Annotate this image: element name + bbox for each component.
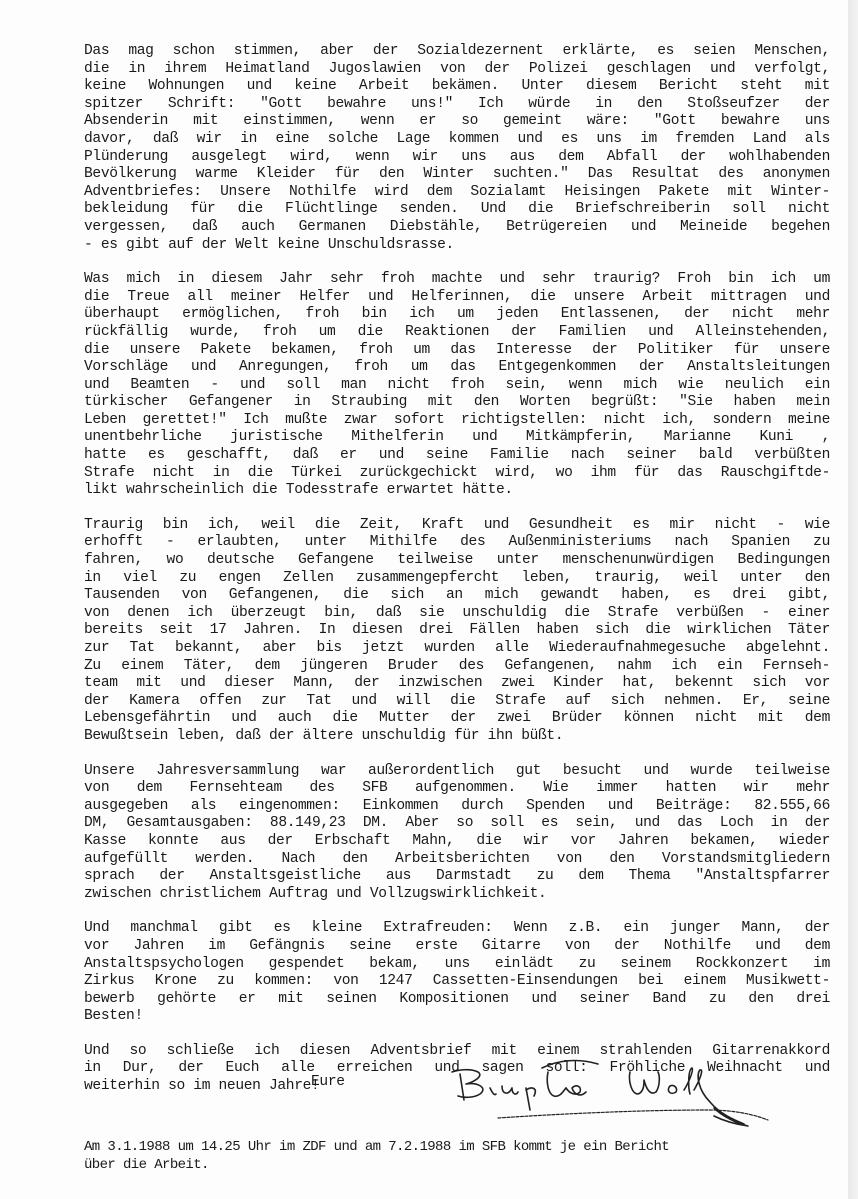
text-line: weiterhin so im neuen Jahre! bbox=[84, 1078, 320, 1095]
text-line: überhaupt ermöglichen, froh bin ich um jeden Entlassenen, der nicht mehr bbox=[84, 306, 830, 323]
text-line: fahren, wo deutsche Gefangene teilweise unter menschenunwürdigen Bedingungen bbox=[84, 552, 830, 569]
text-line: bewerb gehörte er mit seinen Kompositionen und seiner Band zu den drei bbox=[84, 990, 830, 1007]
text-line: die unsere Pakete bekamen, froh um das Interesse der Politiker für unsere bbox=[84, 341, 830, 358]
text-line: von denen ich überzeugt bin, daß sie unschuldig die Strafe verbüßen - einer bbox=[84, 604, 830, 621]
broadcast-footnote bbox=[84, 1139, 784, 1174]
text-line: rückfällig wurde, froh um die Reaktionen der Familien und Alleinstehenden, bbox=[84, 323, 830, 340]
closing-salutation: Eure bbox=[311, 1074, 345, 1090]
text-line: ausgegeben als eingenommen: Einkommen durch Spenden und Beiträge: 82.555,66 bbox=[84, 797, 830, 814]
text-line: aufgefüllt werden. Nach den Arbeitsberichten von den Vorstandsmitgliedern bbox=[84, 850, 830, 867]
text-line: Kasse konnte aus der Erbschaft Mahn, die wir vor Jahren bekamen, wieder bbox=[84, 832, 830, 849]
text-line: vergessen, daß auch Germanen Diebstähle, Betrügereien und Meineide begehen bbox=[84, 218, 830, 235]
text-line: die in ihrem Heimatland Jugoslawien von der Polizei geschlagen und verfolgt, bbox=[84, 60, 830, 77]
text-line: likt wahrscheinlich die Todesstrafe erwartet hätte. bbox=[84, 482, 513, 499]
text-line: Plünderung ausgelegt wird, wenn wir uns aus dem Abfall der wohlhabenden bbox=[84, 148, 830, 165]
text-line: Was mich in diesem Jahr sehr froh machte und sehr traurig? Froh bin ich um bbox=[84, 271, 830, 288]
text-line: Strafe nicht in die Türkei zurückgechickt wird, wo ihm für das Rauschgiftde- bbox=[84, 464, 830, 481]
text-line: Adventbriefes: Unsere Nothilfe wird dem Sozialamt Heisingen Pakete mit Winter- bbox=[84, 183, 830, 200]
text-line: Bevölkerung warme Kleider für den Winter suchten." Das Resultat des anonymen bbox=[84, 166, 830, 183]
text-line: türkischer Gefangener in Straubing mit den Worten begrüßt: "Sie haben mein bbox=[84, 394, 830, 411]
text-line: Lebensgefährtin und auch die Mutter der zwei Brüder können nicht mit dem bbox=[84, 710, 830, 727]
paragraph-extra-joys bbox=[84, 920, 830, 1026]
paragraph-annual-meeting bbox=[84, 763, 830, 904]
text-line: hatte es geschafft, daß er und seine Familie nach seiner bald verbüßten bbox=[84, 447, 830, 464]
text-line: Anstaltspsychologen gespendet bekam, uns einlädt zu seinem Rockkonzert im bbox=[84, 955, 830, 972]
text-line: Bewußtsein leben, daß der ältere unschuldig für ihn büßt. bbox=[84, 727, 564, 744]
text-line: Zu einem Täter, dem jüngeren Bruder des Gefangenen, nahm ich ein Fernseh- bbox=[84, 657, 830, 674]
paragraph-joys bbox=[84, 271, 830, 500]
text-line: spitzer Schrift: "Gott bewahre uns!" Ich würde in den Stoßseufzer der bbox=[84, 95, 830, 112]
text-line: DM, Gesamtausgaben: 88.149,23 DM. Aber so soll es sein, und das Loch in der bbox=[84, 815, 830, 832]
text-line: von dem Fernsehteam des SFB aufgenommen. Wie immer hatten wir mehr bbox=[84, 780, 830, 797]
text-line: und Beamten - und soll man nicht froh sein, wenn mich wie neulich ein bbox=[84, 376, 830, 393]
paragraph-sorrows bbox=[84, 517, 830, 746]
text-line: Traurig bin ich, weil die Zeit, Kraft und Gesundheit es mir nicht - wie bbox=[84, 516, 830, 533]
text-line: in Dur, der Euch alle erreichen und sagen soll: Fröhliche Weihnacht und bbox=[84, 1060, 830, 1077]
text-line: - es gibt auf der Welt keine Unschuldsrasse. bbox=[84, 236, 454, 253]
footnote-line: über die Arbeit. bbox=[84, 1156, 209, 1173]
text-line: Besten! bbox=[84, 1008, 143, 1025]
text-line: Vorschläge und Anregungen, froh um das Entgegenkommen der Anstaltsleitungen bbox=[84, 359, 830, 376]
handwritten-signature bbox=[438, 1058, 778, 1138]
text-line: zwischen christlichem Auftrag und Vollzugswirklichkeit. bbox=[84, 885, 547, 902]
text-line: Leben gerettet!" Ich mußte zwar sofort richtigstellen: nicht ich, sondern meine bbox=[84, 411, 830, 428]
text-line: davor, daß wir in eine solche Lage kommen und es uns im fremden Land als bbox=[84, 130, 830, 147]
text-line: in viel zu engen Zellen zusammengepfercht leben, traurig, weil unter den bbox=[84, 569, 830, 586]
text-line: vor Jahren im Gefängnis seine erste Gitarre von der Nothilfe und dem bbox=[84, 937, 830, 954]
text-line: Zirkus Krone zu kommen: von 1247 Cassetten-Einsendungen bei einem Musikwett- bbox=[84, 973, 830, 990]
text-line: erhofft - erlaubten, unter Mithilfe des Außenministeriums nach Spanien zu bbox=[84, 534, 830, 551]
letter-body bbox=[84, 43, 830, 1113]
text-line: Absenderin mit einstimmen, wenn er so gemeint wäre: "Gott bewahre uns bbox=[84, 113, 830, 130]
text-line: Und so schließe ich diesen Adventsbrief mit einem strahlenden Gitarrenakkord bbox=[84, 1042, 830, 1059]
text-line: bekleidung für die Flüchtlinge senden. Und die Briefschreiberin soll nicht bbox=[84, 201, 830, 218]
text-line: keine Wohnungen und keine Arbeit bekämen. Unter diesem Bericht steht mit bbox=[84, 78, 830, 95]
text-line: Unsere Jahresversammlung war außerordentlich gut besucht und wurde teilweise bbox=[84, 762, 830, 779]
text-line: sprach der Anstaltsgeistliche aus Darmstadt zu dem Thema "Anstaltspfarrer bbox=[84, 868, 830, 885]
text-line: der Kamera offen zur Tat und will die Strafe auf sich nehmen. Er, seine bbox=[84, 692, 830, 709]
text-line: Und manchmal gibt es kleine Extrafreuden: Wenn z.B. ein junger Mann, der bbox=[84, 920, 830, 937]
scan-edge bbox=[848, 0, 858, 1199]
text-line: bereits seit 17 Jahren. In diesen drei Fällen haben sich die wirklichen Täter bbox=[84, 622, 830, 639]
footnote-line: Am 3.1.1988 um 14.25 Uhr im ZDF und am 7.2.1988 im SFB kommt je ein Bericht bbox=[84, 1139, 670, 1155]
paragraph-refugees bbox=[84, 43, 830, 254]
text-line: die Treue all meiner Helfer und Helferinnen, die unsere Arbeit mittragen und bbox=[84, 288, 830, 305]
text-line: Das mag schon stimmen, aber der Sozialdezernent erklärte, es seien Menschen, bbox=[84, 43, 830, 59]
text-line: zur Tat bekannt, aber bis jetzt wurden alle Wiederaufnahmegesuche abgelehnt. bbox=[84, 640, 830, 656]
text-line: Tausenden von Gefangenen, die sich an mich gewandt haben, es drei gibt, bbox=[84, 587, 830, 604]
text-line: team mit und dieser Mann, der inzwischen zwei Kinder hat, bekennt sich vor bbox=[84, 675, 830, 692]
text-line: unentbehrliche juristische Mithelferin und Mitkämpferin, Marianne Kuni , bbox=[84, 429, 830, 446]
